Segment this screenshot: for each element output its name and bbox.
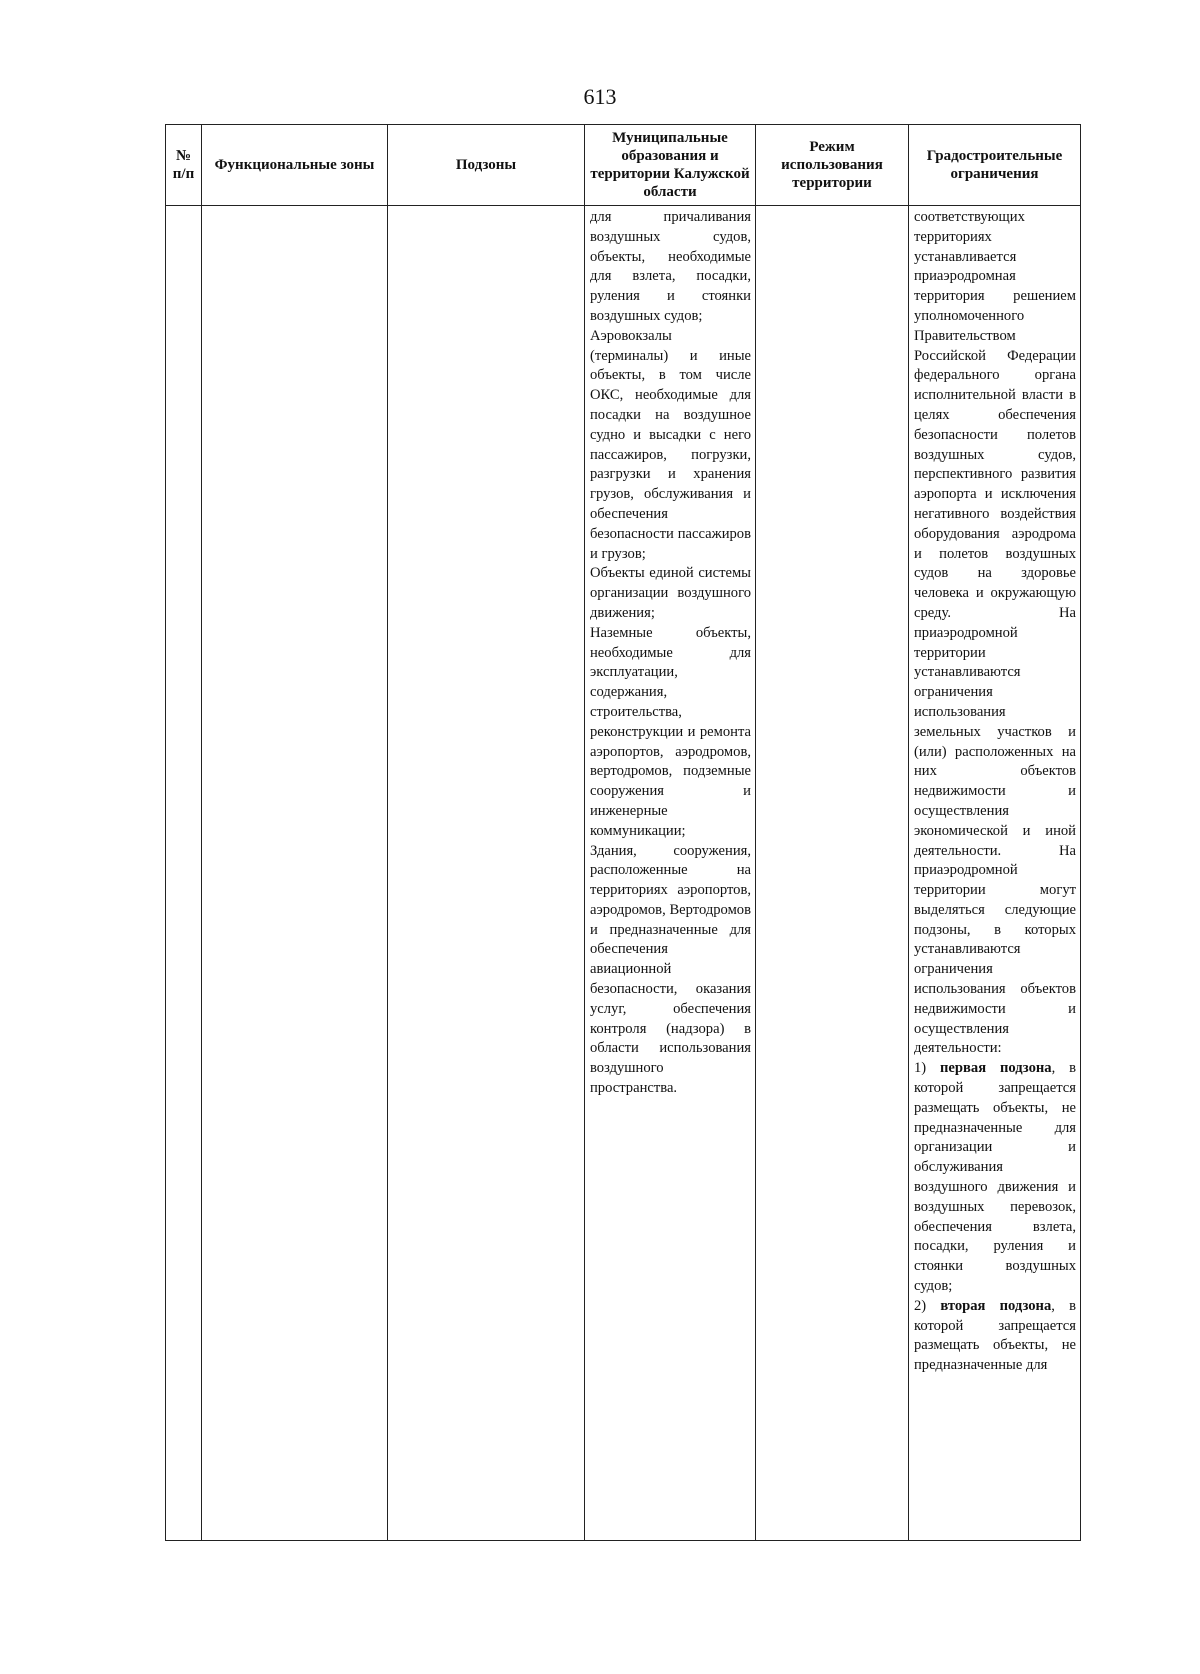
restrictions-intro: соответствующих территориях устанавливается приаэродромная территория решением уполномоченного Правительством Российской Федерации федерального органа исполнительной власти в целях обеспечения безопасности полетов воздушных судов, перспективного развития аэропорта и исключения негативного воздействия оборудования аэродрома и полетов воздушных судов на здоровье человека и окружающую среду. На приаэродромной территории устанавливаются ограничения использования земельных участков и (или) расположенных на них объектов недвижимости и осуществления экономической и иной деятельности. На приаэродромной территории могут выделяться следующие подзоны, в которых устанавливаются ограничения использования объектов недвижимости и осуществления деятельности: [914, 209, 1076, 1057]
header-restrictions: Градостроительные ограничения [909, 125, 1081, 206]
table-header-row [166, 125, 1081, 206]
cell-municipalities [585, 206, 756, 1541]
cell-subzone [388, 206, 585, 1541]
header-municipalities: Муниципальные образования и территории Калужской области [585, 125, 756, 206]
municipality-entry: Аэровокзалы (терминалы) и иные объекты, в том числе ОКС, необходимые для посадки на воздушное судно и высадки с него пассажиров, погрузки, разгрузки и хранения грузов, обслуживания и обеспечения безопасности пассажиров и грузов; [590, 327, 751, 562]
cell-number [166, 206, 202, 1541]
subzone-2-name: вторая подзона [940, 1297, 1052, 1314]
subzone-2-text: , в которой запрещается размещать объекты, не предназначенные для [914, 1297, 1076, 1374]
cell-usage-mode [756, 206, 909, 1541]
header-number: № п/п [166, 125, 202, 206]
municipality-entry: Здания, сооружения, расположенные на территориях аэропортов, аэродромов, Вертодромов и предназначенные для обеспечения авиационной безопасности, оказания услуг, обеспечения контроля (надзора) в области использования воздушного пространства. [590, 842, 751, 1097]
subzone-1-name: первая подзона [940, 1060, 1052, 1077]
cell-functional-zone [202, 206, 388, 1541]
municipality-entry: Наземные объекты, необходимые для эксплуатации, содержания, строительства, реконструкции и ремонта аэропортов, аэродромов, вертодромов, подземные сооружения и инженерные коммуникации; [590, 624, 751, 839]
header-usage-mode: Режим использования территории [756, 125, 909, 206]
subzone-1-text: , в которой запрещается размещать объекты, не предназначенные для организации и обслуживания воздушного движения и воздушных перевозок, обеспечения взлета, посадки, руления и стоянки воздушных судов; [914, 1060, 1076, 1295]
cell-restrictions [909, 206, 1081, 1541]
subzone-1-prefix: 1) [914, 1060, 941, 1077]
subzone-1-paragraph [914, 1059, 1076, 1297]
zoning-table [165, 124, 1081, 1541]
header-subzones: Подзоны [388, 125, 585, 206]
subzone-2-prefix: 2) [914, 1297, 941, 1314]
municipality-entry: Объекты единой системы организации воздушного движения; [590, 565, 751, 621]
page-number: 613 [583, 84, 617, 109]
header-functional-zones: Функциональные зоны [202, 125, 388, 206]
subzone-2-paragraph [914, 1297, 1076, 1376]
table-row [166, 206, 1081, 1541]
municipality-entry: для причаливания воздушных судов, объекты, необходимые для взлета, посадки, руления и стоянки воздушных судов; [590, 209, 751, 324]
